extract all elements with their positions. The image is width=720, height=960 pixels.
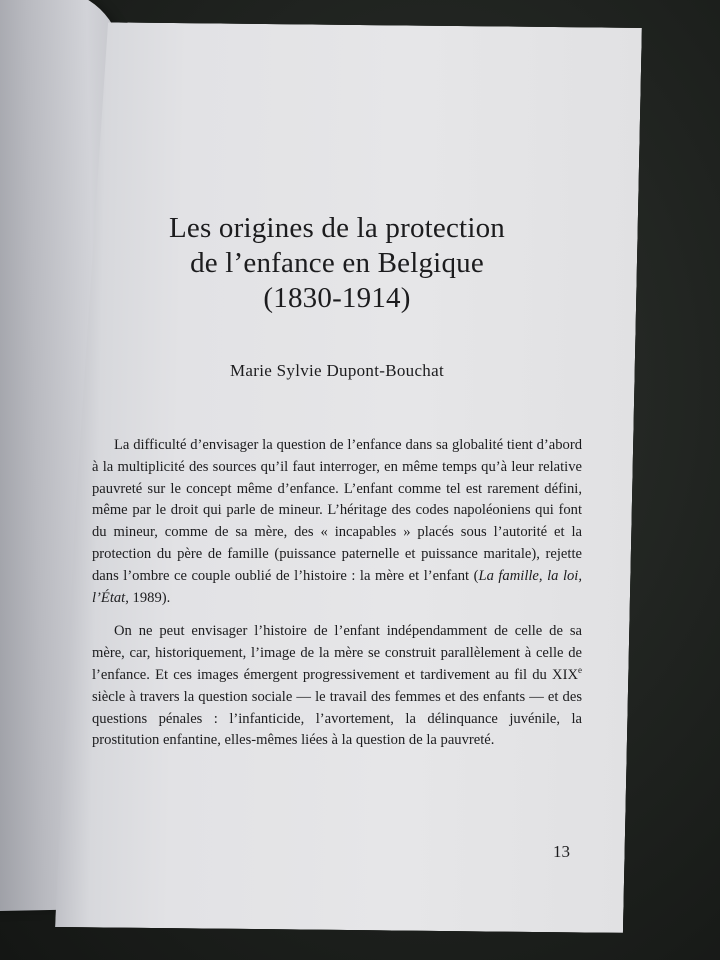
chapter-author: Marie Sylvie Dupont-Bouchat — [230, 361, 444, 380]
paragraph-text: On ne peut envisager l’histoire de l’enfant indépendamment de celle de sa mère, car, historiquement, l’image de la mère se construit parallèlement à celle de l’enfance. Et ces images émergent progressivement et tardivement au fil du XIX — [92, 623, 582, 683]
chapter-title-line: (1830-1914) — [263, 282, 411, 314]
chapter-title — [92, 211, 582, 316]
citation-title: La famille, la loi, l’État — [92, 567, 582, 606]
chapter-title-line: de l’enfance en Belgique — [190, 247, 484, 279]
chapter-body — [92, 435, 582, 752]
paragraph-text: , 1989). — [125, 589, 171, 606]
chapter-title-line: Les origines de la protection — [169, 212, 505, 244]
body-paragraph — [92, 435, 582, 609]
body-paragraph — [92, 621, 582, 752]
page-number: 13 — [553, 842, 570, 861]
paragraph-text: siècle à travers la question sociale — le travail des femmes et des enfants — et des questions pénales : l’infanticide, l’avortement, la délinquance juvénile, la prostitution enfantine, elles-mêmes liées à la question de la pauvreté. — [92, 688, 582, 749]
page-content — [92, 36, 582, 861]
paragraph-text: La difficulté d’envisager la question de l’enfance dans sa globalité tient d’abord à la multiplicité des sources qu’il faut interroger, en même temps qu’à leur relative pauvreté sur le concept même d’enfance. L’enfant comme tel est rarement défini, même par le droit qui parle de mineur. L’héritage des codes napoléoniens qui font du mineur, comme de sa mère, des « incapables » placés sous l’autorité et la protection du père de famille (puissance paternelle et puissance maritale), rejette dans l’ombre ce couple oublié de l’histoire : la mère et l’enfant ( — [92, 437, 582, 584]
century-superscript: e — [578, 665, 582, 676]
